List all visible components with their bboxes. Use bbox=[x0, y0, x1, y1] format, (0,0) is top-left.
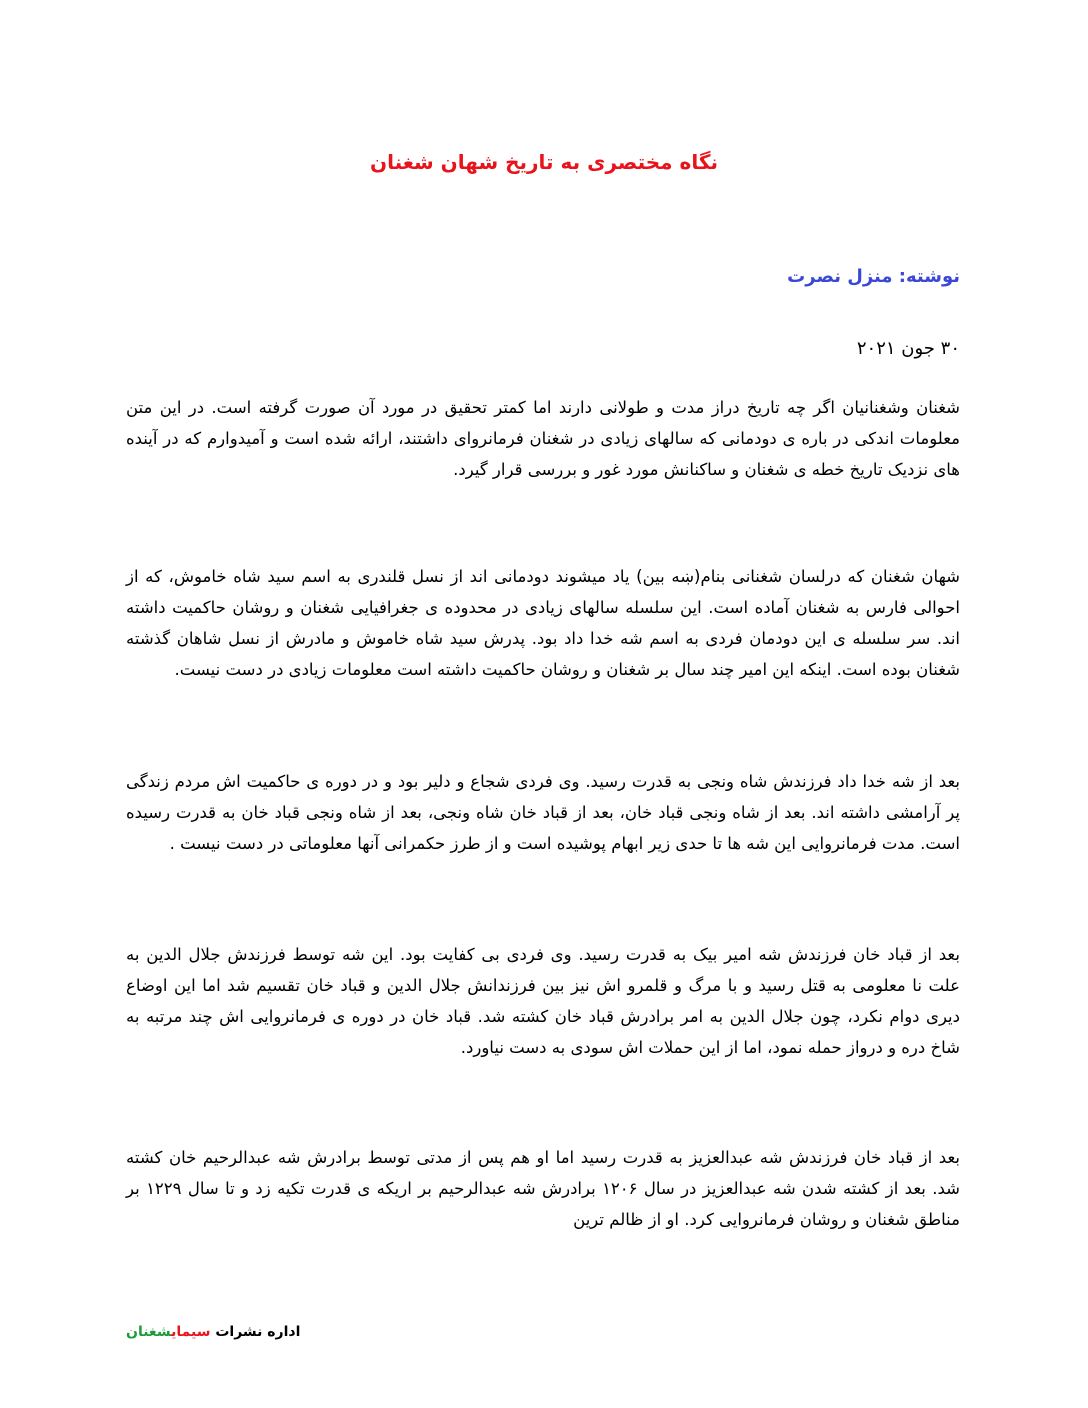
paragraph-3: بعد از شه خدا داد فرزندش شاه ونجی به قدرت رسید. وی فردی شجاع و دلیر بود و در دوره ی حاکمیت اش مردم زندگی پر آرامشی داشته اند. بعد از شاه ونجی قباد خان، بعد از قباد خان شاه ونجی، بعد از شاه ونجی قباد خان به قدرت رسیده است. مدت فرمانروایی این شه ها تا حدی زیر ابهام پوشیده است و از طرز حکمرانی آنها معلوماتی در دست نیست . bbox=[126, 772, 960, 853]
footer-brand-shoghnan: شغنان bbox=[126, 1324, 172, 1340]
author-line: نوشته: منزل نصرت bbox=[787, 266, 960, 287]
footer-brand-simay: سیمای bbox=[171, 1324, 211, 1340]
publication-date: ۳۰ جون ۲۰۲۱ bbox=[856, 338, 960, 359]
footer-publisher bbox=[126, 1320, 300, 1344]
paragraph-1: شغنان وشغنانیان اگر چه تاریخ دراز مدت و طولانی دارند اما کمتر تحقیق در مورد آن صورت گرفته است. در این متن معلومات اندکی در باره ی دودمانی که سالهای زیادی در شغنان فرمانروای داشتند، ارائه شده است و آمیدوارم که در آینده های نزدیک تاریخ خطه ی شغنان و ساکنانش مورد غور و بررسی قرار گیرد. bbox=[126, 398, 960, 479]
paragraph-5: بعد از قباد خان فرزندش شه عبدالعزیز به قدرت رسید اما او هم پس از مدتی توسط برادرش شه عبدالرحیم خان کشته شد. بعد از کشته شدن شه عبدالعزیز در سال ۱۲۰۶ برادرش شه عبدالرحیم بر اریکه ی قدرت تکیه زد و تا سال ۱۲۲۹ بر مناطق شغنان و روشان فرمانروایی کرد. او از ظالم ترین bbox=[126, 1148, 960, 1229]
footer-prefix: اداره نشرات bbox=[215, 1324, 301, 1340]
paragraph-4: بعد از قباد خان فرزندش شه امیر بیک به قدرت رسید. وی فردی بی کفایت بود. این شه توسط فرزندش جلال الدین به علت نا معلومی به قتل رسید و با مرگ و قلمرو اش نیز بین فرزندانش جلال الدین و قباد خان تقسیم شد اما این اوضاع دیری دوام نکرد، چون جلال الدین به امر برادرش قباد خان کشته شد. قباد خان در دوره ی فرمانروایی اش چند مرتبه به شاخ دره و درواز حمله نمود، اما از این حملات اش سودی به دست نیاورد. bbox=[126, 945, 960, 1057]
paragraph-2: شهان شغنان که درلسان شغنانی بنام(ښه بین) یاد میشوند دودمانی اند از نسل قلندری به اسم سید شاه خاموش، که از احوالی فارس به شغنان آماده است. این سلسله سالهای زیادی در محدوده ی جغرافیایی شغنان و روشان حاکمیت داشته اند. سر سلسله ی این دودمان فردی به اسم شه خدا داد بود. پدرش سید شاه خاموش و مادرش از نسل شاهان گذشته شغنان بوده است. اینکه این امیر چند سال بر شغنان و روشان حاکمیت داشته است معلومات زیادی در دست نیست. bbox=[126, 567, 960, 679]
document-title: نگاه مختصری به تاریخ شهان شغنان bbox=[370, 150, 718, 174]
